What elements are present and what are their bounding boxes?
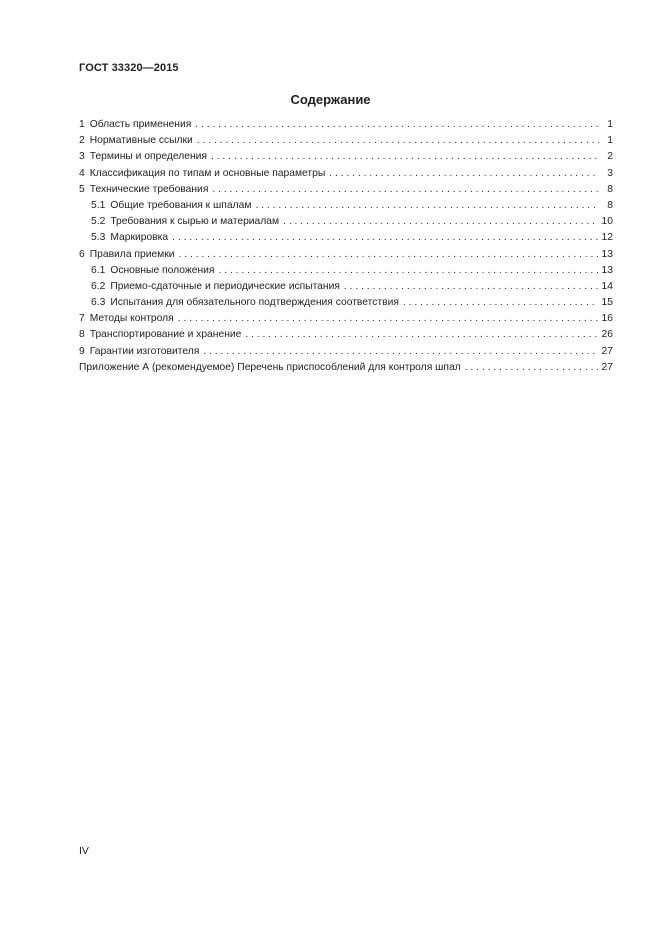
toc-entry-number: 5.2 [91,216,106,228]
toc-leader-dots [403,297,598,308]
toc-leader-dots [245,329,597,340]
table-of-contents [79,119,613,378]
toc-entry-number: 4 [79,167,85,179]
toc-entry[interactable] [79,346,613,362]
toc-entry-title: Нормативные ссылки [89,135,193,147]
toc-entry-number: 3 [79,151,85,163]
toc-entry-title: Приемо-сдаточные и периодические испытания [110,280,340,292]
toc-entry-title: Основные положения [110,264,215,276]
toc-entry-page: 15 [601,297,613,309]
toc-entry[interactable] [79,249,613,265]
toc-entry-page: 8 [607,183,613,195]
toc-entry-page: 2 [607,151,613,163]
document-code-header: ГОСТ 33320—2015 [79,62,179,74]
toc-entry-title: Требования к сырью и материалам [110,216,280,228]
toc-leader-dots [344,281,598,292]
toc-entry-page: 16 [601,313,613,325]
toc-entry[interactable] [79,168,613,184]
toc-entry-page: 14 [601,280,613,292]
toc-entry-page: 3 [607,167,613,179]
toc-entry[interactable] [79,184,613,200]
toc-leader-dots [178,313,598,324]
toc-entry-title: Классификация по типам и основные параметры [89,167,326,179]
toc-leader-dots [211,151,599,162]
toc-entry[interactable] [79,151,613,167]
toc-entry[interactable] [79,313,613,329]
toc-entry[interactable] [79,329,613,345]
toc-entry-title: Правила приемки [89,248,175,260]
toc-leader-dots [197,135,599,146]
toc-entry-page: 13 [601,248,613,260]
toc-entry-title: Технические требования [89,183,209,195]
toc-leader-dots [255,200,599,211]
toc-entry-page: 27 [601,361,613,373]
toc-subentry[interactable] [79,216,613,232]
toc-entry-title: Область применения [89,119,192,130]
toc-entry-appendix[interactable] [79,362,613,378]
toc-subentry[interactable] [79,281,613,297]
toc-entry-title: Приложение А (рекомендуемое) Перечень приспособлений для контроля шпал [79,361,461,373]
toc-entry-number: 6.1 [91,264,106,276]
toc-entry-number: 9 [79,345,85,357]
toc-leader-dots [179,249,598,260]
toc-subentry[interactable] [79,200,613,216]
toc-entry-number: 5 [79,183,85,195]
toc-entry-page: 12 [601,232,613,244]
toc-subentry[interactable] [79,265,613,281]
toc-leader-dots [283,216,597,227]
toc-leader-dots [203,346,597,357]
toc-entry-number: 8 [79,329,85,341]
toc-entry-page: 27 [601,345,613,357]
toc-entry-number: 6.2 [91,280,106,292]
toc-entry-title: Термины и определения [89,151,207,163]
toc-entry[interactable] [79,119,613,135]
toc-entry-page: 1 [607,135,613,147]
toc-leader-dots [195,119,599,130]
toc-entry-title: Испытания для обязательного подтверждения соответствия [110,297,399,309]
toc-entry-number: 6.3 [91,297,106,309]
toc-entry-title: Транспортирование и хранение [89,329,242,341]
toc-entry-page: 1 [607,119,613,130]
toc-leader-dots [329,168,599,179]
toc-entry-number: 2 [79,135,85,147]
toc-entry-title: Маркировка [110,232,169,244]
toc-entry-number: 5.3 [91,232,106,244]
toc-entry-page: 10 [601,216,613,228]
toc-subentry[interactable] [79,297,613,313]
toc-entry-number: 5.1 [91,199,106,211]
toc-entry-title: Гарантии изготовителя [89,345,200,357]
toc-entry-number: 1 [79,119,85,130]
page-number: IV [79,845,89,857]
toc-entry-page: 8 [607,199,613,211]
toc-leader-dots [465,362,598,373]
toc-entry-page: 26 [601,329,613,341]
toc-leader-dots [218,265,597,276]
toc-subentry[interactable] [79,232,613,248]
toc-entry-number: 7 [79,313,85,325]
toc-entry-number: 6 [79,248,85,260]
toc-entry-page: 13 [601,264,613,276]
page-title: Содержание [290,92,371,107]
toc-entry-title: Общие требования к шпалам [110,199,252,211]
toc-entry[interactable] [79,135,613,151]
toc-leader-dots [172,232,597,243]
toc-entry-title: Методы контроля [89,313,174,325]
toc-leader-dots [212,184,599,195]
